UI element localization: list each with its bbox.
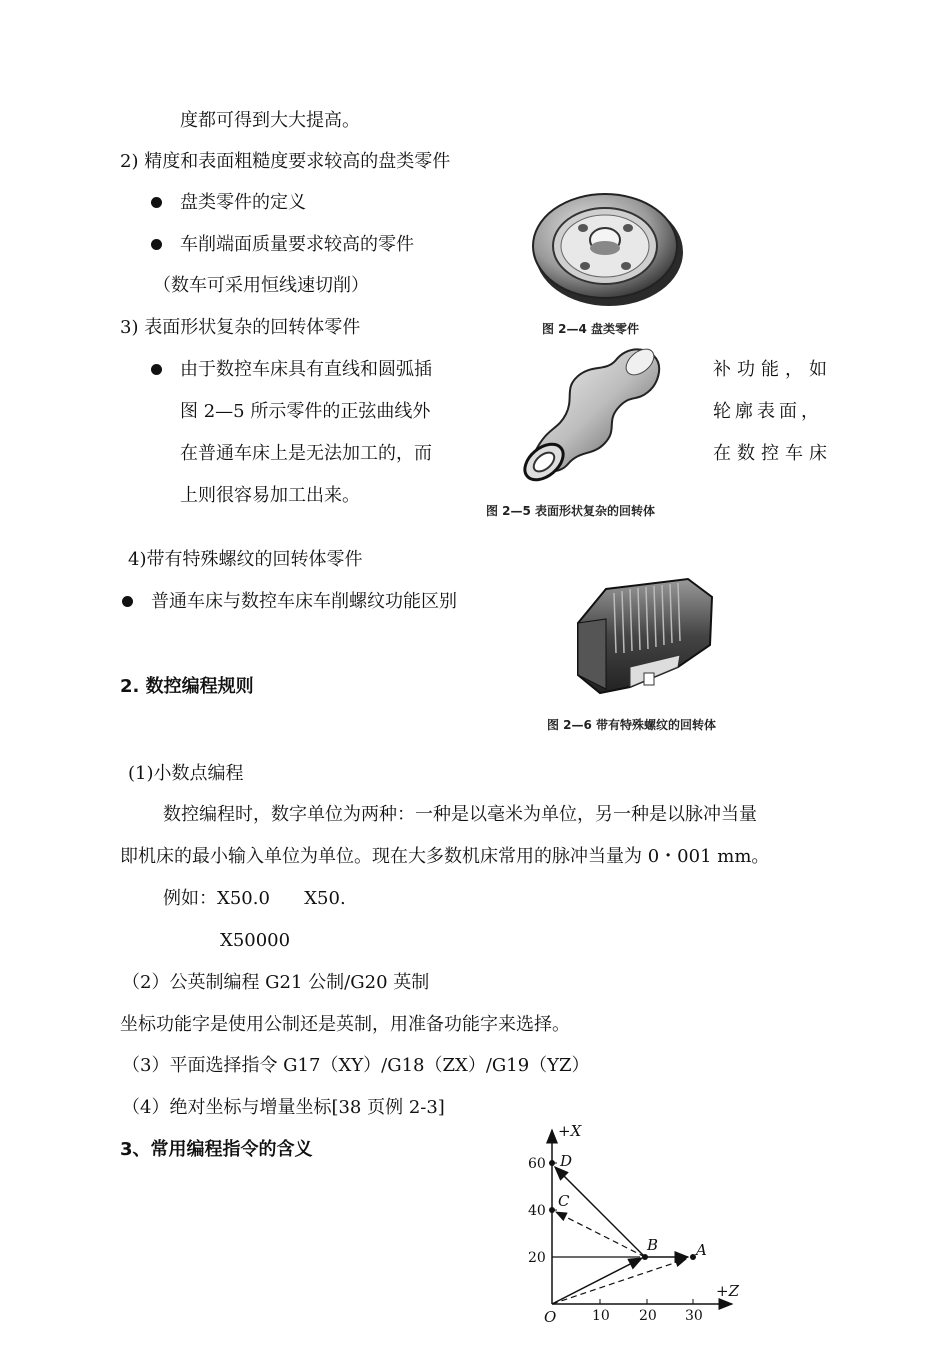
coordinate-diagram xyxy=(520,1120,750,1335)
bullet-icon xyxy=(122,596,133,607)
bullet-icon xyxy=(151,364,162,375)
list-heading: 3) 表面形状复杂的回转体零件 xyxy=(120,317,361,338)
text-line: （4）绝对坐标与增量坐标[38 页例 2-3] xyxy=(122,1097,445,1118)
figure-caption: 图 2—5 表面形状复杂的回转体 xyxy=(486,504,656,518)
text-line: 坐标功能字是使用公制还是英制，用准备功能字来选择。 xyxy=(120,1014,570,1035)
bullet-item: 车削端面质量要求较高的零件 xyxy=(180,234,414,255)
threaded-part-figure xyxy=(570,575,720,700)
list-heading: 4)带有特殊螺纹的回转体零件 xyxy=(128,549,363,570)
bullet-icon xyxy=(151,197,162,208)
origin-label: O xyxy=(544,1308,557,1326)
text-line: 补功能，如 xyxy=(713,359,833,380)
text-line: （2）公英制编程 G21 公制/G20 英制 xyxy=(122,972,430,993)
text-line: 在数控车床 xyxy=(713,443,833,464)
text-line: 轮廓表面， xyxy=(713,401,823,422)
bullet-item: 盘类零件的定义 xyxy=(180,192,306,213)
list-heading: 2) 精度和表面粗糙度要求较高的盘类零件 xyxy=(120,151,451,172)
tick-label: 20 xyxy=(528,1250,546,1266)
tick-label: 60 xyxy=(528,1156,546,1172)
example-line: 例如：X50.0 X50. xyxy=(163,888,346,909)
text-line: 在普通车床上是无法加工的，而 xyxy=(180,443,432,464)
point-label: D xyxy=(560,1152,573,1170)
paragraph-line: 数控编程时，数字单位为两种：一种是以毫米为单位，另一种是以脉冲当量 xyxy=(163,804,757,825)
x-axis-label: +X xyxy=(558,1122,582,1140)
point-label: B xyxy=(647,1236,659,1254)
text-line: 度都可得到大大提高。 xyxy=(180,110,360,131)
tick-label: 20 xyxy=(639,1308,657,1324)
disc-part-figure xyxy=(525,178,685,308)
text-line: （数车可采用恒线速切削） xyxy=(153,275,369,296)
figure-caption: 图 2—4 盘类零件 xyxy=(542,322,640,336)
text-line: （3）平面选择指令 G17（XY）/G18（ZX）/G19（YZ） xyxy=(122,1055,590,1076)
tick-label: 30 xyxy=(685,1308,703,1324)
text-line: (1)小数点编程 xyxy=(128,763,244,784)
section-heading: 2. 数控编程规则 xyxy=(120,676,254,697)
text-line: 上则很容易加工出来。 xyxy=(180,485,360,506)
z-axis-label: +Z xyxy=(716,1282,739,1300)
section-heading: 3、常用编程指令的含义 xyxy=(120,1139,313,1160)
text-line: 图 2—5 所示零件的正弦曲线外 xyxy=(180,401,431,422)
example-line: X50000 xyxy=(220,930,291,951)
bullet-item: 普通车床与数控车床车削螺纹功能区别 xyxy=(151,591,457,612)
point-label: C xyxy=(558,1192,570,1210)
tick-label: 10 xyxy=(592,1308,610,1324)
tick-label: 40 xyxy=(528,1203,546,1219)
text-line: 由于数控车床具有直线和圆弧插 xyxy=(180,359,432,380)
bullet-icon xyxy=(151,239,162,250)
rotary-part-figure xyxy=(508,332,668,482)
figure-caption: 图 2—6 带有特殊螺纹的回转体 xyxy=(547,718,717,732)
point-label: A xyxy=(696,1241,707,1259)
paragraph-line: 即机床的最小输入单位为单位。现在大多数机床常用的脉冲当量为 0・001 mm。 xyxy=(120,846,770,867)
